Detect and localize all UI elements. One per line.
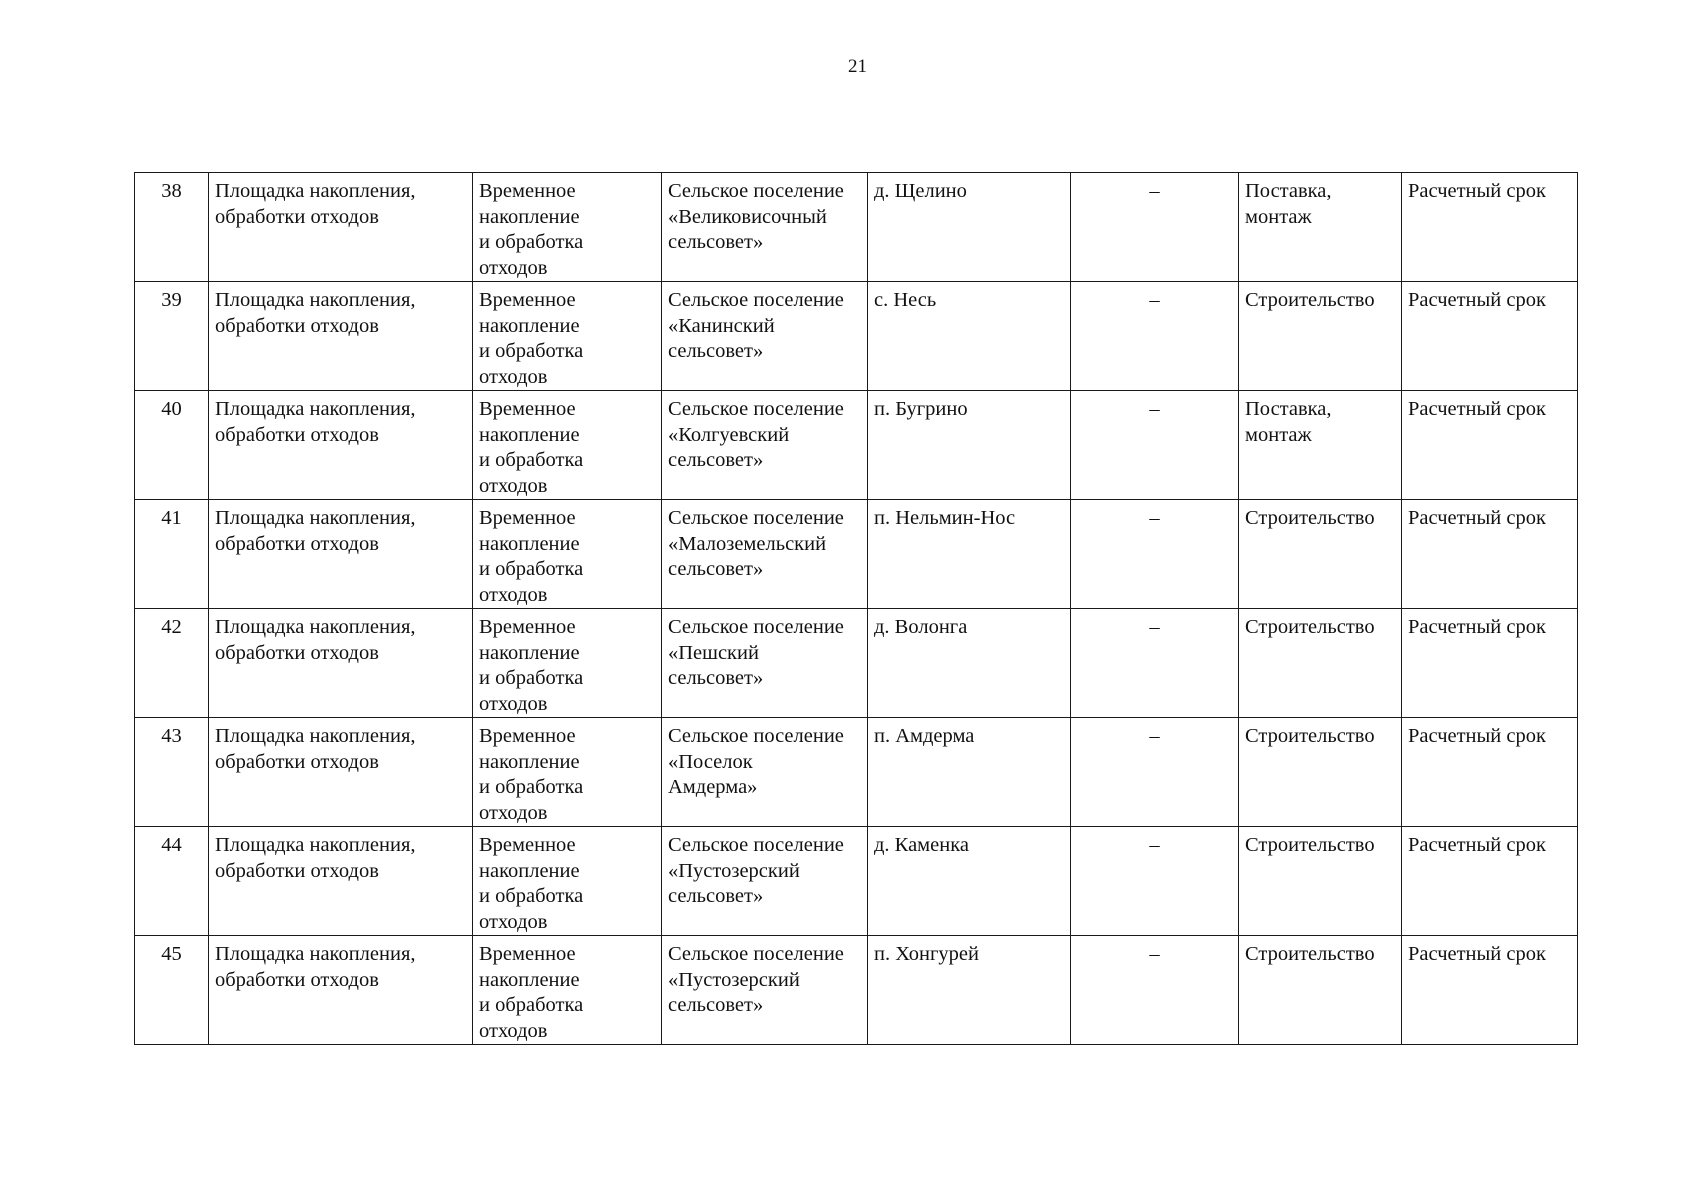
cell-text-line: накопление (479, 423, 580, 446)
capacity-cell: – (1071, 282, 1239, 391)
table-row (135, 173, 1578, 282)
cell-text-line: Строительство (1245, 616, 1375, 638)
cell-text-line: отходов (479, 1019, 548, 1042)
cell-text-line: «Малоземельский (668, 532, 827, 555)
cell-text-line: отходов (479, 474, 548, 497)
cell-text-line: накопление (479, 750, 580, 773)
settlement-cell (662, 500, 868, 609)
cell-text-line: Временное (479, 289, 576, 311)
cell-text-line: и обработка (479, 994, 584, 1016)
cell-text-line: отходов (479, 583, 548, 606)
object-name-cell (209, 827, 473, 936)
cell-text-line: обработки отходов (215, 750, 379, 773)
cell-text-line: Сельское поселение (668, 180, 844, 202)
capacity-cell: – (1071, 827, 1239, 936)
table-body (135, 173, 1578, 1045)
settlement-cell (662, 391, 868, 500)
object-name-cell (209, 282, 473, 391)
cell-text-line: Строительство (1245, 834, 1375, 856)
cell-text-line: Строительство (1245, 725, 1375, 747)
locality-cell: д. Каменка (868, 827, 1071, 936)
capacity-cell: – (1071, 609, 1239, 718)
cell-text-line: и обработка (479, 667, 584, 689)
cell-text-line: накопление (479, 968, 580, 991)
row-number-cell: 39 (135, 282, 209, 391)
cell-text-line: Временное (479, 725, 576, 747)
work-type-cell (1239, 609, 1402, 718)
cell-text-line: сельсовет» (668, 885, 764, 907)
cell-text-line: «Канинский (668, 314, 775, 337)
cell-text-line: накопление (479, 205, 580, 228)
cell-text-line: Площадка накопления, (215, 289, 416, 311)
cell-text-line: обработки отходов (215, 532, 379, 555)
cell-text-line: Сельское поселение (668, 507, 844, 529)
cell-text-line: сельсовет» (668, 449, 764, 471)
cell-text-line: Сельское поселение (668, 616, 844, 638)
cell-text-line: накопление (479, 532, 580, 555)
cell-text-line: Площадка накопления, (215, 616, 416, 638)
table-row (135, 827, 1578, 936)
cell-text-line: сельсовет» (668, 667, 764, 689)
table-row (135, 936, 1578, 1045)
capacity-cell: – (1071, 500, 1239, 609)
page-number: 21 (848, 56, 867, 77)
cell-text-line: сельсовет» (668, 340, 764, 362)
term-cell: Расчетный срок (1402, 718, 1578, 827)
cell-text-line: и обработка (479, 885, 584, 907)
work-type-cell (1239, 391, 1402, 500)
term-cell: Расчетный срок (1402, 827, 1578, 936)
cell-text-line: Площадка накопления, (215, 834, 416, 856)
purpose-cell (473, 609, 662, 718)
cell-text-line: накопление (479, 314, 580, 337)
purpose-cell (473, 173, 662, 282)
work-type-cell (1239, 827, 1402, 936)
cell-text-line: Строительство (1245, 507, 1375, 529)
cell-text-line: «Великовисочный (668, 205, 827, 228)
cell-text-line: Сельское поселение (668, 943, 844, 965)
settlement-cell (662, 827, 868, 936)
cell-text-line: накопление (479, 859, 580, 882)
cell-text-line: монтаж (1245, 423, 1312, 446)
locality-cell: п. Нельмин-Нос (868, 500, 1071, 609)
cell-text-line: отходов (479, 256, 548, 279)
cell-text-line: «Пустозерский (668, 859, 800, 882)
cell-text-line: и обработка (479, 449, 584, 471)
object-name-cell (209, 936, 473, 1045)
purpose-cell (473, 500, 662, 609)
locality-cell: п. Амдерма (868, 718, 1071, 827)
capacity-cell: – (1071, 173, 1239, 282)
facilities-table (134, 172, 1578, 1045)
row-number-cell: 38 (135, 173, 209, 282)
cell-text-line: Сельское поселение (668, 834, 844, 856)
settlement-cell (662, 936, 868, 1045)
cell-text-line: Площадка накопления, (215, 507, 416, 529)
locality-cell: с. Несь (868, 282, 1071, 391)
cell-text-line: и обработка (479, 776, 584, 798)
capacity-cell: – (1071, 391, 1239, 500)
capacity-cell: – (1071, 718, 1239, 827)
cell-text-line: Сельское поселение (668, 289, 844, 311)
term-cell: Расчетный срок (1402, 282, 1578, 391)
cell-text-line: Временное (479, 943, 576, 965)
cell-text-line: «Пешский (668, 641, 759, 664)
cell-text-line: сельсовет» (668, 231, 764, 253)
locality-cell: п. Хонгурей (868, 936, 1071, 1045)
term-cell: Расчетный срок (1402, 391, 1578, 500)
cell-text-line: отходов (479, 365, 548, 388)
work-type-cell (1239, 500, 1402, 609)
cell-text-line: Амдерма» (668, 776, 758, 798)
table-row (135, 391, 1578, 500)
term-cell: Расчетный срок (1402, 173, 1578, 282)
cell-text-line: обработки отходов (215, 205, 379, 228)
table-row (135, 282, 1578, 391)
cell-text-line: и обработка (479, 231, 584, 253)
row-number-cell: 42 (135, 609, 209, 718)
object-name-cell (209, 173, 473, 282)
object-name-cell (209, 718, 473, 827)
cell-text-line: отходов (479, 801, 548, 824)
cell-text-line: «Поселок (668, 750, 753, 773)
cell-text-line: обработки отходов (215, 968, 379, 991)
table-row (135, 609, 1578, 718)
settlement-cell (662, 718, 868, 827)
locality-cell: д. Щелино (868, 173, 1071, 282)
work-type-cell (1239, 282, 1402, 391)
work-type-cell (1239, 936, 1402, 1045)
cell-text-line: обработки отходов (215, 314, 379, 337)
cell-text-line: и обработка (479, 558, 584, 580)
settlement-cell (662, 282, 868, 391)
row-number-cell: 44 (135, 827, 209, 936)
cell-text-line: Временное (479, 834, 576, 856)
cell-text-line: Площадка накопления, (215, 398, 416, 420)
cell-text-line: отходов (479, 692, 548, 715)
work-type-cell (1239, 173, 1402, 282)
row-number-cell: 41 (135, 500, 209, 609)
cell-text-line: Сельское поселение (668, 725, 844, 747)
cell-text-line: Площадка накопления, (215, 180, 416, 202)
cell-text-line: Площадка накопления, (215, 725, 416, 747)
term-cell: Расчетный срок (1402, 609, 1578, 718)
row-number-cell: 43 (135, 718, 209, 827)
purpose-cell (473, 718, 662, 827)
settlement-cell (662, 173, 868, 282)
cell-text-line: «Пустозерский (668, 968, 800, 991)
capacity-cell: – (1071, 936, 1239, 1045)
cell-text-line: Поставка, (1245, 180, 1332, 202)
cell-text-line: Площадка накопления, (215, 943, 416, 965)
cell-text-line: «Колгуевский (668, 423, 790, 446)
cell-text-line: сельсовет» (668, 558, 764, 580)
purpose-cell (473, 827, 662, 936)
cell-text-line: Временное (479, 616, 576, 638)
object-name-cell (209, 609, 473, 718)
cell-text-line: Строительство (1245, 943, 1375, 965)
cell-text-line: Сельское поселение (668, 398, 844, 420)
cell-text-line: и обработка (479, 340, 584, 362)
object-name-cell (209, 391, 473, 500)
cell-text-line: обработки отходов (215, 859, 379, 882)
purpose-cell (473, 391, 662, 500)
row-number-cell: 45 (135, 936, 209, 1045)
cell-text-line: накопление (479, 641, 580, 664)
locality-cell: д. Волонга (868, 609, 1071, 718)
purpose-cell (473, 282, 662, 391)
term-cell: Расчетный срок (1402, 936, 1578, 1045)
cell-text-line: Временное (479, 398, 576, 420)
object-name-cell (209, 500, 473, 609)
term-cell: Расчетный срок (1402, 500, 1578, 609)
purpose-cell (473, 936, 662, 1045)
locality-cell: п. Бугрино (868, 391, 1071, 500)
cell-text-line: отходов (479, 910, 548, 933)
cell-text-line: сельсовет» (668, 994, 764, 1016)
cell-text-line: Поставка, (1245, 398, 1332, 420)
cell-text-line: обработки отходов (215, 423, 379, 446)
cell-text-line: монтаж (1245, 205, 1312, 228)
table-row (135, 500, 1578, 609)
cell-text-line: обработки отходов (215, 641, 379, 664)
row-number-cell: 40 (135, 391, 209, 500)
cell-text-line: Временное (479, 507, 576, 529)
table-row (135, 718, 1578, 827)
cell-text-line: Строительство (1245, 289, 1375, 311)
cell-text-line: Временное (479, 180, 576, 202)
work-type-cell (1239, 718, 1402, 827)
settlement-cell (662, 609, 868, 718)
